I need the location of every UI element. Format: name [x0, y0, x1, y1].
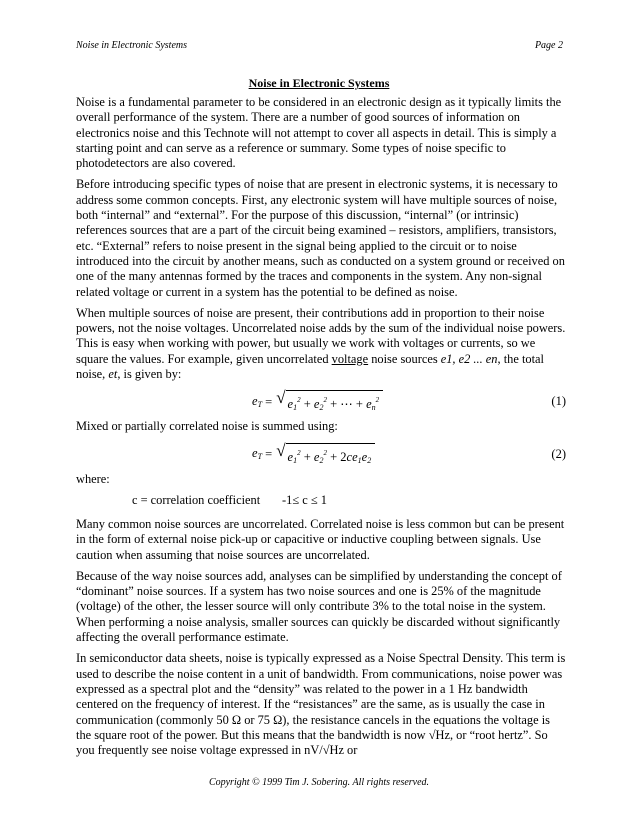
equation-2-expression: $e_T$ = √ $e_1^2 + e_2^2 + 2ce_1e_2$ — [252, 443, 375, 468]
correlation-coefficient-definition: c = correlation coefficient — [132, 492, 261, 507]
paragraph-correlated-intro: Mixed or partially correlated noise is summed using: — [76, 419, 338, 434]
square-root-symbol: √ $e_1^2 + e_2^2$ + ⋯ + $e_n^2$ — [276, 390, 383, 415]
text-run: , is given by: — [117, 367, 182, 382]
paragraph-spectral-density: In semiconductor data sheets, noise is typically expressed as a Noise Spectral Density. This term is used to describe the noise content in a unit of bandwidth. From communications, noise power was expressed as a spectral plot and the “density” was related to the power in a 1 Hz bandwidth centered on the frequency of interest. If the “resistances” are the same, as is usually the case in communication (commonly 50 Ω or 75 Ω), the resistance cancels in the equations the voltage is the square root of the power. But this means that the bandwidth is now √Hz, or “root hertz”. So you frequently see noise voltage expressed in nV/√Hz or — [76, 651, 566, 758]
equation-1-number: (1) — [551, 394, 566, 409]
paragraph-concepts: Before introducing specific types of noise that are present in electronic systems, it is necessary to address some common concepts. First, any electronic system will have multiple sources of noise, both “internal” and “external”. For the purpose of this discussion, “internal” (or intrinsic) references sources that are a part of the circuit being examined – resistors, amplifiers, transistors, etc. “External” refers to noise present in the signal being applied to the circuit or to noise introduced into the circuit by another means, such as conducted on a system ground or received on one of the many antennas formed by the traces and components in the system. Any non-signal related voltage or current in a system has the potential to be defined as noise. — [76, 177, 565, 299]
paragraph-noise-addition — [76, 306, 566, 382]
noise-sources-symbols: e1, e2 ... en — [440, 351, 498, 366]
correlation-coefficient-range: -1≤ c ≤ 1 — [282, 492, 327, 507]
equation-2 — [76, 441, 566, 467]
underlined-word: voltage — [331, 351, 369, 366]
paragraph-dominant-sources: Because of the way noise sources add, analyses can be simplified by understanding the concept of “dominant” noise sources. If a system has two noise sources and one is 25% of the magnitude (voltage) of the other, the lesser source will only contribute 3% to the total noise in the system. When performing a noise analysis, smaller sources can quickly be discarded without significantly affecting the overall performance estimate. — [76, 568, 562, 645]
equation-1 — [76, 388, 566, 414]
paragraph-uncorrelated: Many common noise sources are uncorrelated. Correlated noise is less common but can be present in the form of external noise pick-up or capacitive or inductive coupling between signals. Use caution when assuming that noise sources are uncorrelated. — [76, 516, 565, 562]
total-noise-symbol: et — [108, 367, 118, 382]
where-definition — [76, 493, 566, 509]
text-run: , the total noise, — [76, 351, 544, 382]
equation-1-expression: $e_T$ = √ $e_1^2 + e_2^2$ + ⋯ + $e_n^2$ — [252, 390, 383, 415]
where-label: where: — [76, 471, 110, 486]
section-title: Noise in Electronic Systems — [248, 76, 390, 90]
text-run: When multiple sources of noise are present, their contributions add in proportion to their noise powers, not the noise voltages. Uncorrelated noise adds by the sum of the individual noise powers. This is easy when working with power, but usually we work with voltages or currents, so we square the values. For example, given uncorrelated — [76, 305, 566, 366]
body-text — [76, 95, 566, 764]
page-number: Page 2 — [534, 40, 563, 51]
paragraph-intro: Noise is a fundamental parameter to be considered in an electronic design as it typically limits the overall performance of the system. There are a number of good sources of information on electronics noise and this Technote will not attempt to cover all aspects in detail. This is simply a starting point and can serve as a reference or summary. Some types of noise specific to photodetectors are also covered. — [76, 95, 562, 171]
running-header-title: Noise in Electronic Systems — [76, 40, 187, 51]
equation-2-number: (2) — [551, 446, 566, 461]
square-root-symbol: √ $e_1^2 + e_2^2 + 2ce_1e_2$ — [276, 443, 375, 468]
copyright-footer: Copyright © 1999 Tim J. Sobering. All rights reserved. — [208, 777, 430, 788]
text-run: noise sources — [368, 351, 441, 366]
